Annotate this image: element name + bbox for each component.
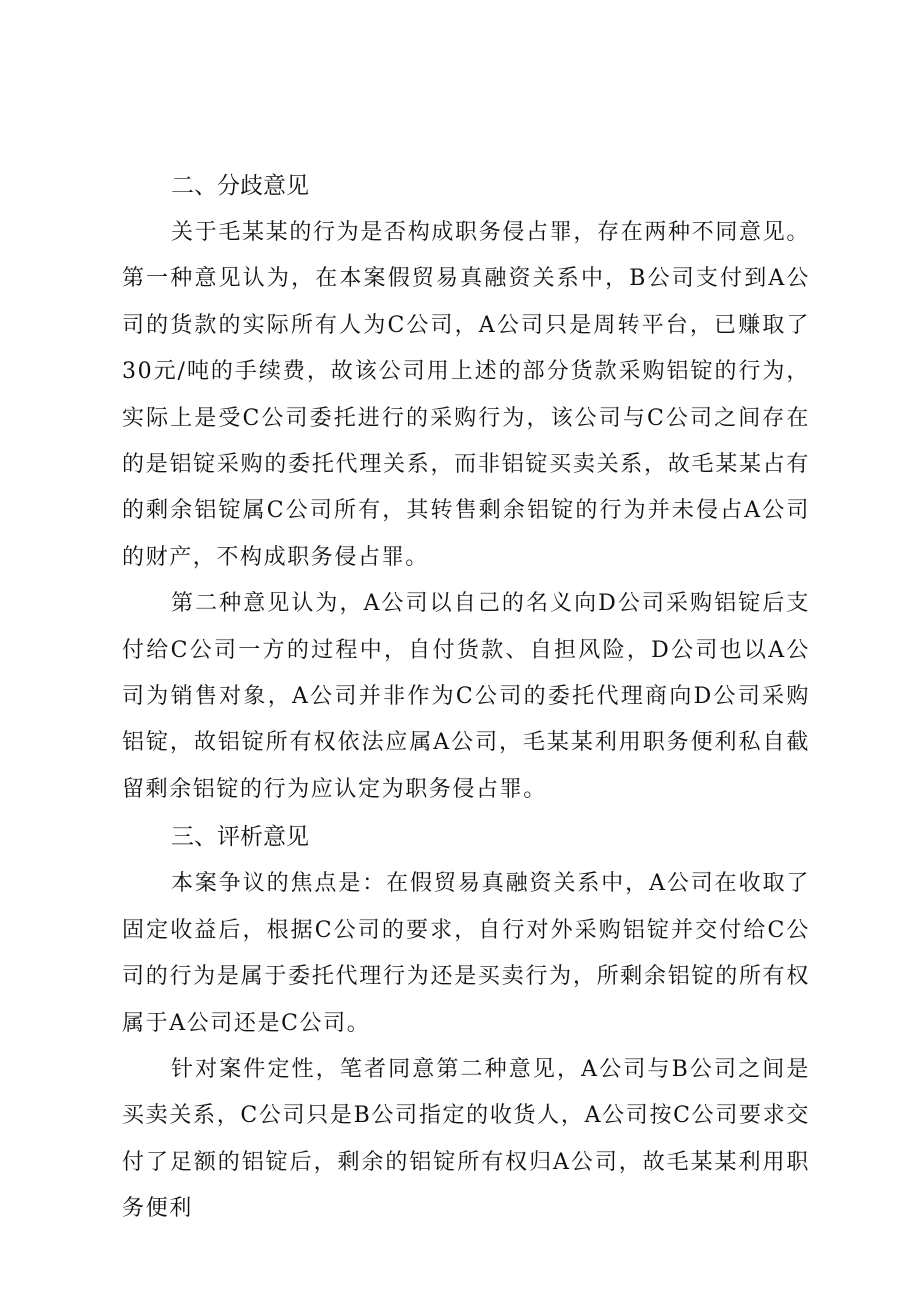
paragraph-dispute-focus: 本案争议的焦点是：在假贸易真融资关系中，A公司在收取了固定收益后，根据C公司的要求，自行对外采购铝锭并交付给C公司的行为是属于委托代理行为还是买卖行为，所剩余铝锭的所有权属于A公司还是C公司。 (122, 871, 810, 1036)
paragraph-author-view: 针对案件定性，笔者同意第二种意见，A公司与B公司之间是买卖关系，C公司只是B公司指定的收货人，A公司按C公司要求交付了足额的铝锭后，剩余的铝锭所有权归A公司，故毛某某利用职务便利 (122, 1056, 810, 1222)
section-heading-analysis: 三、评析意见 (171, 824, 309, 851)
section-heading-divergent-opinions: 二、分歧意见 (171, 173, 309, 199)
paragraph-second-opinion: 第二种意见认为，A公司以自己的名义向D公司采购铝锭后支付给C公司一方的过程中，自付货款、自担风险，D公司也以A公司为销售对象，A公司并非作为C公司的委托代理商向D公司采购铝锭，故铝锭所有权依法应属A公司，毛某某利用职务便利私自截留剩余铝锭的行为应认定为职务侵占罪。 (122, 591, 810, 802)
paragraph-first-opinion: 关于毛某某的行为是否构成职务侵占罪，存在两种不同意见。第一种意见认为，在本案假贸易真融资关系中，B公司支付到A公司的货款的实际所有人为C公司，A公司只是周转平台，已赚取了30元/吨的手续费，故该公司用上述的部分货款采购铝锭的行为，实际上是受C公司委托进行的采购行为，该公司与C公司之间存在的是铝锭采购的委托代理关系，而非铝锭买卖关系，故毛某某占有的剩余铝锭属C公司所有，其转售剩余铝锭的行为并未侵占A公司的财产，不构成职务侵占罪。 (122, 220, 810, 570)
